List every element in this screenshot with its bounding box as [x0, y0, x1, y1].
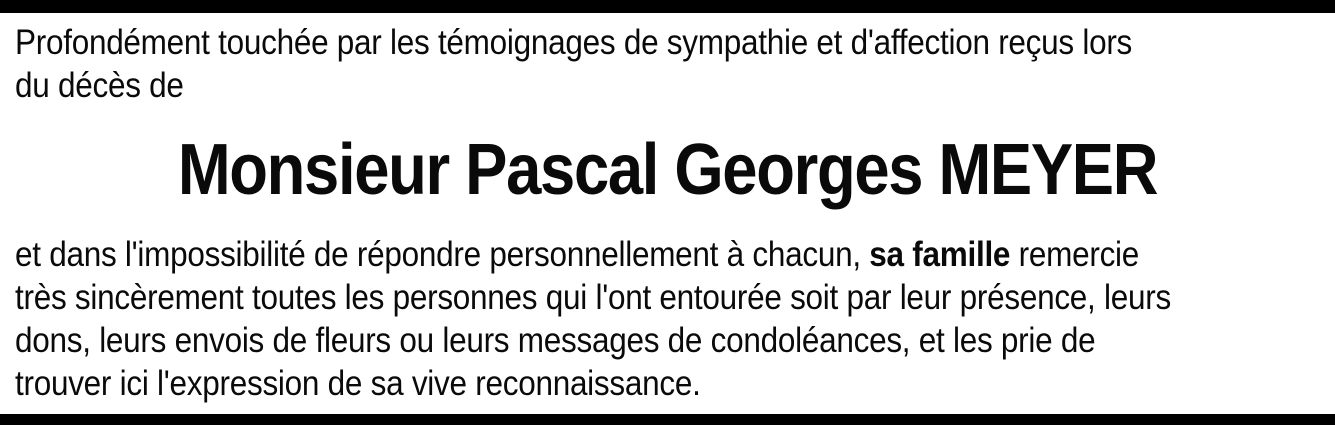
- thanks-line-1-pre: et dans l'impossibilité de répondre personnellement à chacun,: [15, 235, 870, 274]
- thanks-paragraph: [15, 233, 1190, 405]
- bottom-rule: [0, 414, 1335, 425]
- intro-line-1: Profondément touchée par les témoignages de sympathie et d'affection reçus lors: [15, 23, 1133, 62]
- intro-line-2: du décès de: [15, 66, 184, 105]
- thanks-line-4: trouver ici l'expression de sa vive reconnaissance.: [15, 364, 701, 403]
- notice-content: [15, 13, 1320, 405]
- thanks-line-1-post: remercie: [1010, 235, 1140, 274]
- family-emphasis: sa famille: [869, 235, 1011, 274]
- intro-paragraph: [15, 21, 1190, 107]
- thanks-line-2: très sincèrement toutes les personnes qui l'ont entourée soit par leur présence, leurs: [15, 278, 1171, 317]
- deceased-name: Monsieur Pascal Georges MEYER: [177, 130, 1158, 210]
- top-rule: [0, 0, 1335, 13]
- thanks-line-1: [15, 233, 1190, 276]
- thanks-line-3: dons, leurs envois de fleurs ou leurs messages de condoléances, et les prie de: [15, 321, 1096, 360]
